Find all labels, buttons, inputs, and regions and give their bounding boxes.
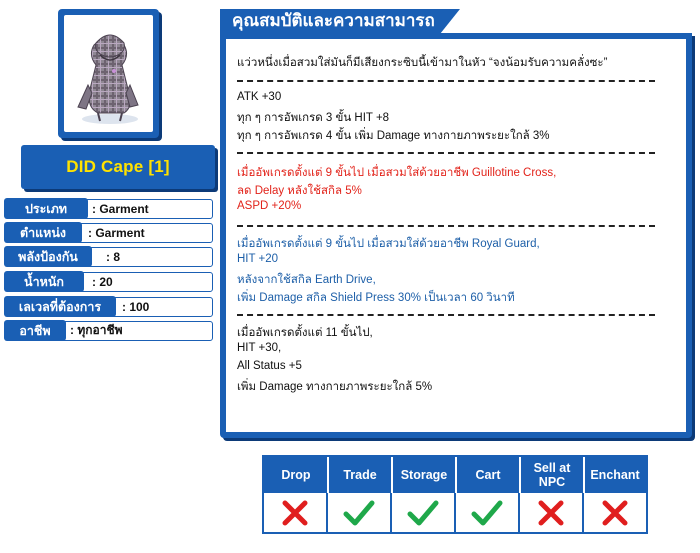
column-header-storage: Storage xyxy=(392,457,456,493)
header-divider xyxy=(327,457,329,493)
header-divider xyxy=(391,457,393,493)
property-value: : Garment xyxy=(92,201,149,216)
property-value: : 8 xyxy=(106,249,121,264)
description-line: เพิ่ม Damage สกิล Shield Press 30% เป็นเวลา 60 วินาที xyxy=(237,292,515,304)
panel-header xyxy=(220,9,692,33)
column-header-trade: Trade xyxy=(328,457,392,493)
description-line: ทุก ๆ การอัพเกรด 4 ขั้น เพิ่ม Damage ทางกายภาพระยะใกล้ 3% xyxy=(237,130,550,142)
description-line: เพิ่ม Damage ทางกายภาพระยะใกล้ 5% xyxy=(237,381,433,393)
header-divider xyxy=(583,457,585,493)
description-line: หลังจากใช้สกิล Earth Drive, xyxy=(237,274,376,286)
property-value: : ทุกอาชีพ xyxy=(70,323,123,337)
section-divider xyxy=(237,314,655,316)
check-icon xyxy=(342,498,376,528)
check-icon xyxy=(470,498,504,528)
description-line: HIT +20 xyxy=(237,253,279,265)
item-image-frame xyxy=(58,9,159,138)
description-panel xyxy=(220,33,692,438)
description-line: เมื่ออัพเกรดตั้งแต่ 11 ขั้นไป, xyxy=(237,327,373,339)
property-label: ตำแหน่ง xyxy=(4,222,82,243)
description-line: HIT +30, xyxy=(237,342,282,354)
property-label: เลเวลที่ต้องการ xyxy=(4,296,116,317)
column-header-enchant: Enchant xyxy=(584,457,646,493)
check-icon xyxy=(406,498,440,528)
property-value: : 100 xyxy=(122,299,150,314)
description-intro: แว่วหนึ่งเมื่อสวมใส่มันก็มีเสียงกระซิบนี้เข้ามาในหัว “จงน้อมรับความคลั่งซะ” xyxy=(237,57,608,69)
property-job xyxy=(5,321,213,341)
description-line: เมื่ออัพเกรดตั้งแต่ 9 ขั้นไป เมื่อสวมใส่ด้วยอาชีพ Guillotine Cross, xyxy=(237,167,557,179)
property-value: : Garment xyxy=(88,225,145,240)
section-divider xyxy=(237,225,655,227)
property-value: : 20 xyxy=(92,274,113,289)
cross-icon xyxy=(600,498,630,528)
cell-storage xyxy=(392,493,456,532)
property-label: อาชีพ xyxy=(4,320,66,341)
property-label: พลังป้องกัน xyxy=(4,246,92,267)
cell-enchant xyxy=(584,493,646,532)
availability-table xyxy=(262,455,648,534)
header-divider xyxy=(455,457,457,493)
cape-item-icon xyxy=(64,15,153,132)
item-name-box xyxy=(21,145,215,189)
property-label: น้ำหนัก xyxy=(4,271,84,292)
cell-sell-at-npc xyxy=(520,493,584,532)
description-line: All Status +5 xyxy=(237,360,302,372)
item-image xyxy=(64,15,153,132)
column-header-cart: Cart xyxy=(456,457,520,493)
panel-title: คุณสมบัติและความสามารถ xyxy=(232,11,435,30)
property-position xyxy=(5,223,213,243)
column-header-drop: Drop xyxy=(264,457,328,493)
cell-cart xyxy=(456,493,520,532)
item-name: DID Cape [1] xyxy=(66,157,170,176)
description-line: เมื่ออัพเกรดตั้งแต่ 9 ขั้นไป เมื่อสวมใส่ด้วยอาชีพ Royal Guard, xyxy=(237,238,540,250)
property-type xyxy=(5,199,213,219)
property-required-level xyxy=(5,297,213,317)
description-line: ทุก ๆ การอัพเกรด 3 ขั้น HIT +8 xyxy=(237,112,390,124)
description-line: ลด Delay หลังใช้สกิล 5% xyxy=(237,185,362,197)
description-content xyxy=(226,39,686,432)
description-line: ATK +30 xyxy=(237,91,282,103)
property-label: ประเภท xyxy=(4,198,88,219)
property-defense xyxy=(5,247,213,267)
section-divider xyxy=(237,80,655,82)
cell-drop xyxy=(264,493,328,532)
section-divider xyxy=(237,152,655,154)
header-divider xyxy=(519,457,521,493)
column-header-sell-at-npc: Sell at NPC xyxy=(520,457,584,493)
cross-icon xyxy=(280,498,310,528)
description-line: ASPD +20% xyxy=(237,200,302,212)
cell-trade xyxy=(328,493,392,532)
property-weight xyxy=(5,272,213,292)
cross-icon xyxy=(536,498,566,528)
